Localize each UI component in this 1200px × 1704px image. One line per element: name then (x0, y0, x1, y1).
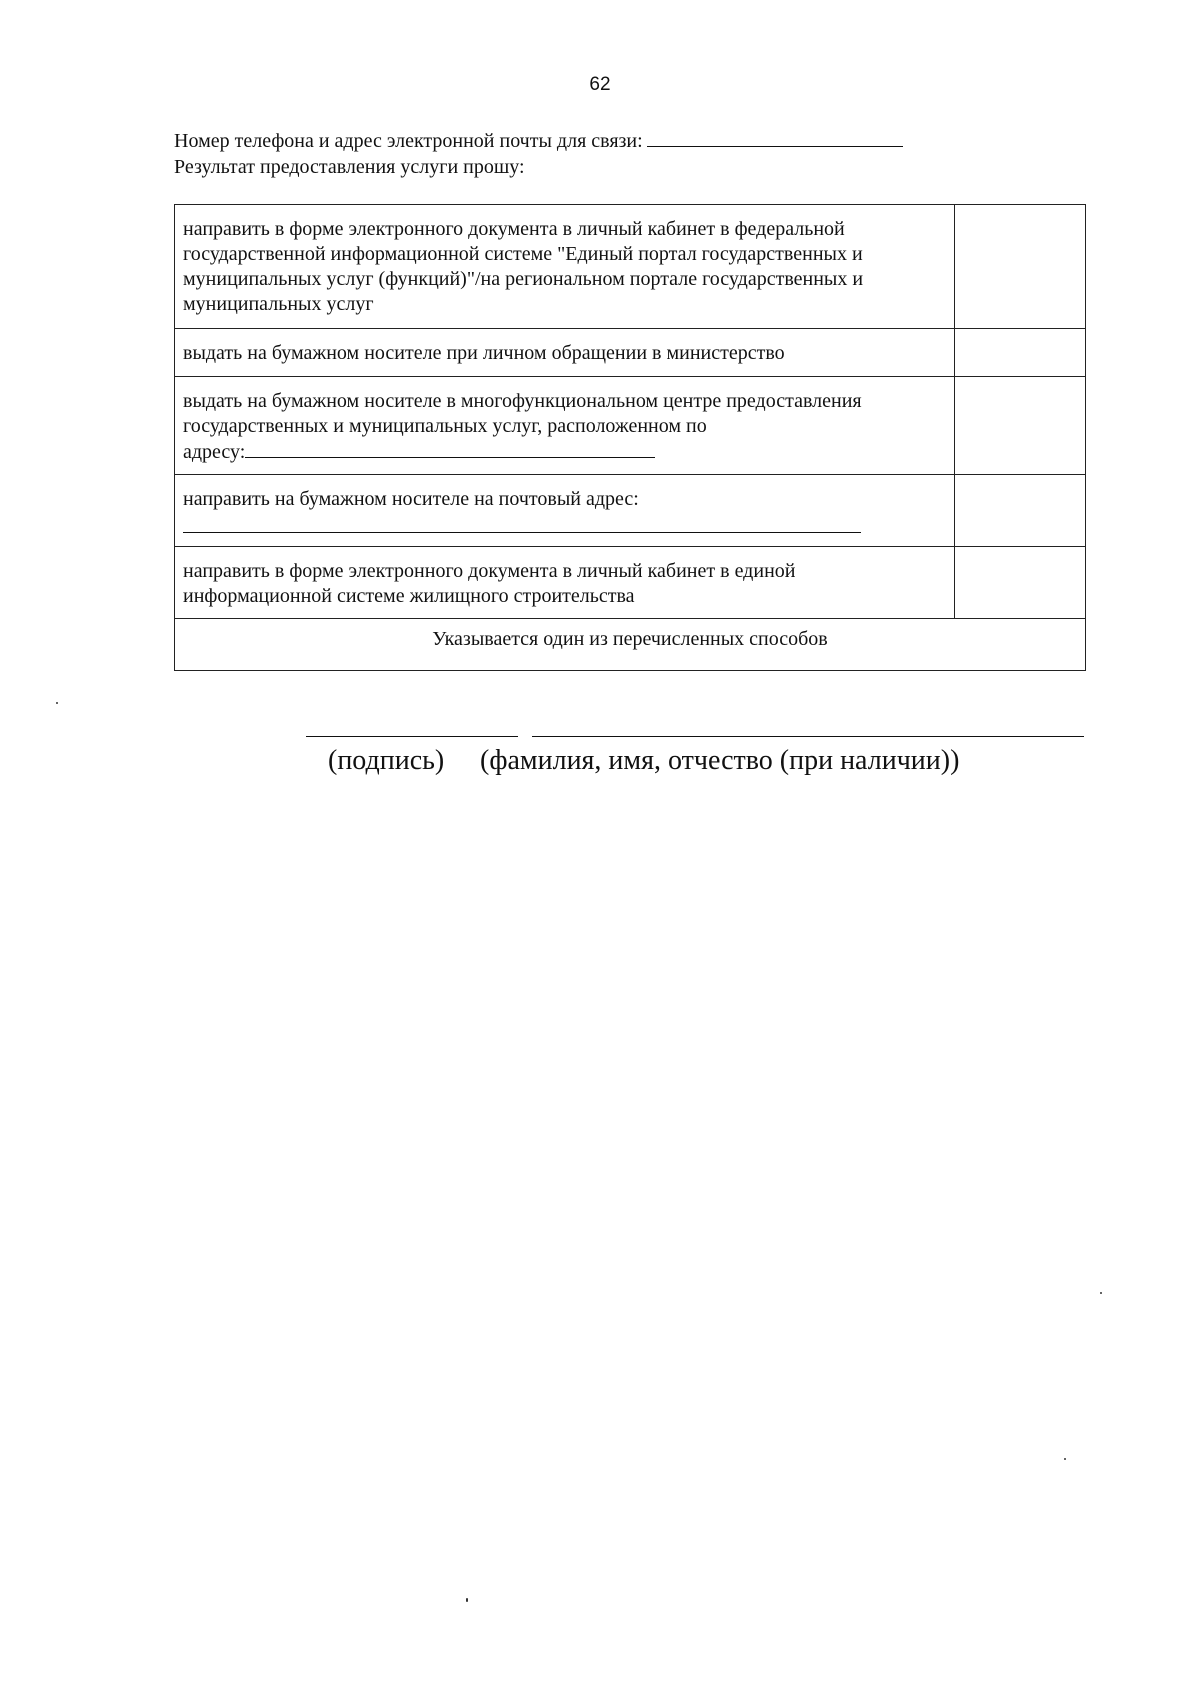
option-text: направить в форме электронного документа в личный кабинет в федеральной государственной информационной системе "Единый портал государственных и муниципальных услуг (функций)"/на региональном портале государственных и муниципальных услуг (175, 205, 955, 329)
scan-speck (1064, 1458, 1066, 1460)
intro-block (174, 128, 1074, 180)
contact-label: Номер телефона и адрес электронной почты для связи: (174, 130, 643, 152)
note-text: Указывается один из перечисленных способов (175, 619, 1086, 671)
scan-speck (466, 1598, 468, 1602)
option-text: выдать на бумажном носителе в многофункциональном центре предоставления государственных и муниципальных услуг, расположенном по (183, 390, 862, 437)
option-checkbox-cell[interactable] (955, 205, 1086, 329)
option-text-block (175, 377, 955, 475)
mfc-address-blank[interactable] (245, 439, 655, 458)
option-checkbox-cell[interactable] (955, 475, 1086, 547)
option-row (175, 475, 1086, 547)
option-checkbox-cell[interactable] (955, 377, 1086, 475)
scan-speck (56, 702, 58, 704)
option-row (175, 329, 1086, 377)
option-checkbox-cell[interactable] (955, 329, 1086, 377)
option-text: выдать на бумажном носителе при личном обращении в министерство (175, 329, 955, 377)
address-label: адресу: (183, 441, 246, 463)
option-text: направить в форме электронного документа в личный кабинет в единой информационной системе жилищного строительства (175, 547, 955, 619)
address-line (183, 439, 946, 465)
contact-line (174, 128, 1074, 154)
full-name-caption: (фамилия, имя, отчество (при наличии)) (480, 745, 960, 776)
option-row (175, 547, 1086, 619)
option-text-block (175, 475, 955, 547)
note-row (175, 619, 1086, 671)
delivery-options-table (174, 204, 1086, 671)
full-name-line[interactable] (532, 736, 1084, 737)
signature-caption: (подпись) (328, 745, 445, 776)
option-row (175, 205, 1086, 329)
signature-line[interactable] (306, 736, 518, 737)
page-number: 62 (589, 74, 611, 95)
contact-input-blank[interactable] (647, 128, 903, 147)
postal-address-blank[interactable] (183, 518, 861, 533)
option-text: направить на бумажном носителе на почтовый адрес: (183, 488, 639, 510)
result-label: Результат предоставления услуги прошу: (174, 156, 525, 178)
option-checkbox-cell[interactable] (955, 547, 1086, 619)
scan-speck (1100, 1292, 1102, 1294)
option-row (175, 377, 1086, 475)
